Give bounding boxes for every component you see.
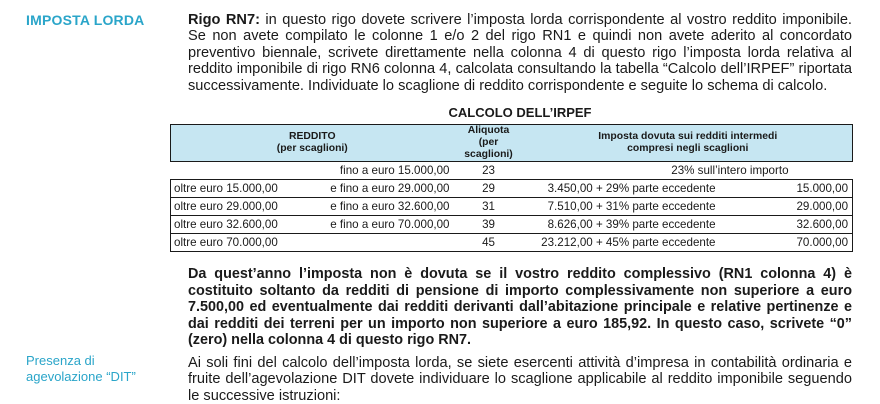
- cell-aliquota: 29: [454, 180, 524, 198]
- table-row: [171, 234, 853, 252]
- cell-base: 32.600,00: [720, 216, 853, 234]
- section-heading-imposta-lorda: IMPOSTA LORDA: [26, 12, 145, 28]
- rn7-paragraph: [188, 12, 852, 94]
- cell-oltre: oltre euro 70.000,00: [171, 234, 296, 252]
- header-reddito-sub: (per scaglioni): [276, 143, 348, 154]
- cell-fino: [296, 234, 454, 252]
- irpef-table: [170, 124, 853, 252]
- rn7-lead: Rigo RN7:: [188, 12, 260, 28]
- cell-imposta: 8.626,00 + 39% parte eccedente: [524, 216, 720, 234]
- rn7-text: in questo rigo dovete scrivere l’imposta lorda corrispondente al vostro reddito imponibile. Se non avete compilato le colonne 1 e/o 2 del rigo RN1 e quindi non avete aderito al concordato preventivo biennale, scrivete direttamente nella colonna 4 di questo rigo l’imposta lorda relativa al reddito imponibile di rigo RN6 colonna 4, calcolata consultando la tabella “Calcolo dell’IRPEF” riportata successivamente. Individuate lo scaglione di reddito corrispondente e seguite lo schema di calcolo.: [188, 12, 852, 94]
- cell-aliquota: 45: [454, 234, 524, 252]
- cell-oltre: oltre euro 15.000,00: [171, 180, 296, 198]
- cell-base: 70.000,00: [720, 234, 853, 252]
- header-aliquota-sub: (per scaglioni): [464, 137, 513, 160]
- table-row: [171, 162, 853, 180]
- dit-paragraph: [188, 355, 852, 404]
- table-row: [171, 216, 853, 234]
- cell-imposta: 23.212,00 + 45% parte eccedente: [524, 234, 720, 252]
- cell-aliquota: 39: [454, 216, 524, 234]
- header-imposta-label: Imposta dovuta sui redditi intermedi: [598, 131, 778, 142]
- cell-fino: e fino a euro 29.000,00: [296, 180, 454, 198]
- header-imposta-sub: compresi negli scaglioni: [627, 143, 749, 154]
- cell-oltre: oltre euro 29.000,00: [171, 198, 296, 216]
- cell-oltre: oltre euro 32.600,00: [171, 216, 296, 234]
- header-imposta: [524, 125, 853, 162]
- header-aliquota: [454, 125, 524, 162]
- dit-paragraph-rest: fruite dell’agevolazione DIT dovete individuare lo scaglione applicabile al reddito imponibile seguendo le successive istruzioni:: [188, 371, 852, 404]
- table-row: [171, 198, 853, 216]
- header-reddito: [171, 125, 454, 162]
- header-reddito-label: REDDITO: [288, 131, 336, 142]
- cell-fino: e fino a euro 70.000,00: [296, 216, 454, 234]
- cell-imposta: 23% sull’intero importo: [524, 162, 853, 180]
- dit-heading: Presenza di agevolazione “DIT”: [26, 353, 136, 384]
- cell-fino: e fino a euro 32.600,00: [296, 198, 454, 216]
- cell-imposta: 7.510,00 + 31% parte eccedente: [524, 198, 720, 216]
- cell-imposta: 3.450,00 + 29% parte eccedente: [524, 180, 720, 198]
- cell-base: 15.000,00: [720, 180, 853, 198]
- table-title: CALCOLO DELL’IRPEF: [448, 105, 592, 120]
- cell-aliquota: 31: [454, 198, 524, 216]
- table-row: [171, 180, 853, 198]
- cell-oltre: [171, 162, 296, 180]
- cell-aliquota: 23: [454, 162, 524, 180]
- dit-paragraph-line1: Ai soli fini del calcolo dell’imposta lorda, se siete esercenti attività d’impresa in contabilità ordinaria e: [188, 355, 852, 371]
- table-header-row: [171, 125, 853, 162]
- header-aliquota-label: Aliquota: [467, 125, 510, 136]
- cell-fino: fino a euro 15.000,00: [296, 162, 454, 180]
- pension-exemption-paragraph: Da quest’anno l’imposta non è dovuta se il vostro reddito complessivo (RN1 colonna 4) è costituito soltanto da redditi di pensione di importo complessivamente non superiore a euro 7.500,00 ed eventualmente dai redditi derivanti dall’abitazione principale e relative pertinenze e dai redditi dei terreni per un importo non superiore a euro 185,92. In questo caso, scrivete “0” (zero) nella colonna 4 di questo rigo RN7.: [188, 266, 852, 349]
- cell-base: 29.000,00: [720, 198, 853, 216]
